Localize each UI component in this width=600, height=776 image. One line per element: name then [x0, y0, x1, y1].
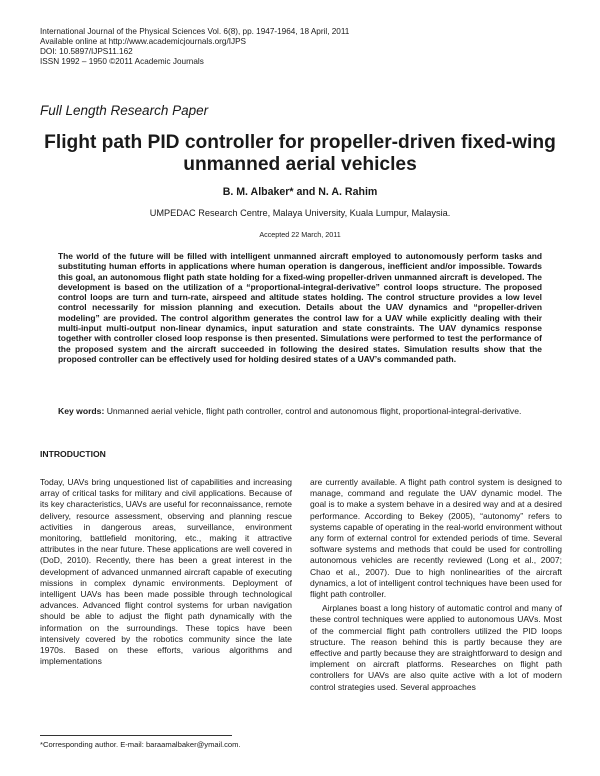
- intro-paragraph-2: are currently available. A flight path control system is designed to manage, command and regulate the UAV dynamic model. The goal is to make a system behave in a desired way and at a desired performance. According to Bekey (2005), “autonomy” refers to systems capable of operating in the real-world environment without any form of external control for extended periods of time. Several software systems and methods that could be used for controlling autonomous vehicles are recently reviewed (Long et al., 2007; Chao et al., 2007). Due to high nonlinearities of the aircraft dynamics, a lot of intelligent control techniques have been used for flight path controller.: [310, 477, 562, 600]
- intro-paragraph-3: Airplanes boast a long history of automatic control and many of these control techniques were applied to autonomous UAVs. Most of the commercial flight path controllers utilized the PID loops structure. The reason behind this is partly because they are effective and partly because they are straightforward to design and implement on aircraft platforms. Researches on flight path controllers for UAVs are also quite active with a lot of modern control strategies used. Several approaches: [310, 603, 562, 692]
- introduction-heading: INTRODUCTION: [40, 449, 106, 459]
- journal-issn: ISSN 1992 – 1950 ©2011 Academic Journals: [40, 57, 204, 66]
- abstract: The world of the future will be filled with intelligent unmanned aircraft employed to autonomously perform tasks and substituting human efforts in applications where human operation is dangerous, inefficient and/or impossible. Towards this goal, an autonomous flight path state holding for a fixed-wing propeller-driven unmanned aircraft is developed. The development is based on the utilization of a “proportional-integral-derivative” control loops structure. The proposed control loops are turn and turn-rate, airspeed and altitude states holding. The control structure provides a low level control necessarily for mission planning and execution. Details about the UAV dynamics and “propeller-driven modeling” are provided. The control algorithm generates the control law for a UAV while explicitly dealing with their multi-input multi-output non-linear dynamics, input saturation and state constraints. The UAV dynamics response together with controller closed loop response is then presented. Simulations were performed to test the performance of the proposed system and the aircraft succeeded in following the desired states. Simulation results show that the proposed controller can be effectively used for holding desired states of a UAV’s commanded path.: [58, 251, 542, 364]
- authors: B. M. Albaker* and N. A. Rahim: [222, 186, 378, 198]
- right-column: [310, 477, 562, 693]
- keywords-label: Key words:: [58, 406, 105, 416]
- accepted-date: Accepted 22 March, 2011: [259, 230, 341, 239]
- intro-paragraph-1: Today, UAVs bring unquestioned list of capabilities and increasing array of critical tasks for military and civil applications. Because of its key characteristics, UAVs are useful for reconnaissance, remote delivery, resource assessment, observing and planning rescue activities in dangerous areas, surveillance, environment monitoring, battlefield monitoring, etc., making it attractive attributes in the near future. These applications are well covered in (DoD, 2010). Recently, there has been a great interest in the development of advanced unmanned aircraft capable of executing missions in complex dynamic environments. Deployment of intelligent UAVs has been made possible through technological advances. Advanced flight control systems for urban navigation should be able to adjust the flight path dynamically with the information on the surroundings. These topics have been intensively covered by the robotics community since the late 1970s. Based on these efforts, various algorithms and implementations: [40, 477, 292, 667]
- left-column: [40, 477, 292, 667]
- keywords: [58, 406, 542, 418]
- paper-type: Full Length Research Paper: [40, 103, 209, 118]
- journal-url: Available online at http://www.academicjournals.org/IJPS: [40, 37, 247, 46]
- affiliation: UMPEDAC Research Centre, Malaya University, Kuala Lumpur, Malaysia.: [149, 208, 451, 218]
- footnote-divider: [40, 735, 232, 736]
- journal-citation: International Journal of the Physical Sciences Vol. 6(8), pp. 1947-1964, 18 April, 2011: [40, 27, 350, 36]
- journal-doi: DOI: 10.5897/IJPS11.162: [40, 47, 133, 56]
- paper-title: Flight path PID controller for propeller-driven fixed-wing unmanned aerial vehicles: [44, 132, 556, 175]
- journal-header: [40, 27, 560, 67]
- keywords-text: Unmanned aerial vehicle, flight path controller, control and autonomous flight, proportional-integral-derivative.: [106, 406, 522, 416]
- corresponding-author-footnote: *Corresponding author. E-mail: baraamalbaker@ymail.com.: [40, 740, 241, 749]
